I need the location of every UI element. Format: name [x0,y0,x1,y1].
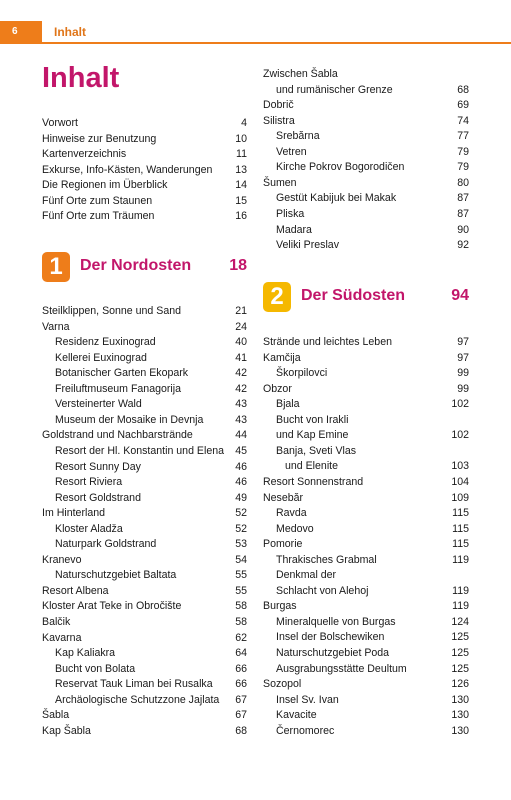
toc-entry[interactable] [263,661,469,677]
toc-entry-title: Resort Sonnenstrand [263,475,364,488]
toc-entry[interactable] [263,381,469,397]
chapter-heading-suedosten[interactable] [263,282,469,312]
toc-entry-title: Pomorie [263,538,303,551]
toc-entry-page: 24 [235,320,247,333]
toc-entry[interactable] [263,97,469,113]
toc-entry[interactable] [42,146,247,162]
toc-entry[interactable] [42,443,247,459]
toc-entry-page: 66 [235,662,247,675]
toc-entry-page: 10 [235,132,247,145]
toc-entry-title: Resort Albena [42,584,109,597]
toc-entry-title: Museum der Mosaike in Devnja [55,413,204,426]
toc-entry[interactable] [263,567,469,583]
toc-entry-page: 126 [451,678,469,691]
toc-entry-page: 125 [451,662,469,675]
toc-entry-title: Vetren [276,145,307,158]
toc-entry-page: 90 [457,223,469,236]
toc-entry[interactable] [263,723,469,739]
toc-entry[interactable] [42,645,247,661]
toc-entry-title: Kloster Arat Teke in Obročište [42,600,182,613]
toc-entry-title: Kap Kaliakra [55,647,116,660]
chapter-page: 18 [229,257,247,274]
toc-entry-page: 11 [236,148,247,160]
toc-entry[interactable] [263,536,469,552]
toc-entry-page: 15 [235,194,247,207]
toc-entry-title: und rumänischer Grenze [276,83,393,96]
toc-entry[interactable] [42,692,247,708]
toc-entry-title: Silistra [263,114,295,127]
toc-entry-title: und Kap Emine [276,429,349,442]
toc-entry[interactable] [42,303,247,319]
toc-entry-page: 53 [235,538,247,551]
toc-entry[interactable] [263,190,469,206]
toc-entry-title: Medovo [276,522,314,535]
running-header-title: Inhalt [54,25,86,39]
toc-entry-title: Archäologische Schutzzone Jajlata [55,693,220,706]
toc-entry-page: 119 [452,553,469,566]
toc-entry[interactable] [42,427,247,443]
toc-entry-title: Sozopol [263,678,302,691]
toc-entry-title: Naturschutzgebiet Poda [276,647,390,659]
toc-entry-title: Kamčija [263,351,301,364]
toc-entry-page: 40 [235,336,247,349]
toc-entry-title: Exkurse, Info-Kästen, Wanderungen [42,163,213,176]
toc-entry-title: Residenz Euxinograd [55,336,156,349]
toc-entry[interactable] [42,614,247,630]
toc-entry[interactable] [42,365,247,381]
toc-entry-page: 125 [451,631,469,644]
toc-entry-page: 46 [235,476,247,489]
toc-entry-page: 103 [451,460,469,473]
toc-entry[interactable] [42,490,247,506]
toc-entry-title: Kirche Pokrov Bogorodičen [276,161,405,174]
toc-entry-title: Botanischer Garten Ekopark [55,367,189,380]
chapter-number: 1 [49,253,63,280]
toc-entry-page: 52 [235,522,247,535]
toc-entry-title: Dobrič [263,99,294,112]
toc-entry-title: Goldstrand und Nachbarstrände [42,429,193,442]
toc-entry-page: 87 [457,207,469,220]
toc-entry[interactable] [263,222,469,238]
toc-entry-title: Balčik [42,616,71,628]
chapter-number: 2 [270,283,284,310]
toc-entry[interactable] [263,505,469,521]
toc-entry-title: Ausgrabungsstätte Deultum [276,662,407,675]
toc-entry-title: Kranevo [42,553,82,566]
toc-entry-page: 68 [457,83,469,96]
toc-entry-page: 46 [235,460,247,473]
toc-entry-title: Škorpilovci [276,367,328,380]
toc-entry[interactable] [263,206,469,222]
toc-entry[interactable] [263,474,469,490]
toc-entry[interactable] [263,365,469,381]
toc-entry[interactable] [263,521,469,537]
toc-entry[interactable] [263,396,469,412]
toc-entry-title: Reservat Tauk Liman bei Rusalka [55,678,213,691]
toc-entry-title: Vorwort [42,117,78,129]
toc-entry-page: 77 [457,130,469,143]
toc-entry[interactable] [263,412,469,428]
toc-entry-page: 49 [235,491,247,504]
toc-entry-title: Resort Riviera [55,476,123,489]
toc-entry-page: 115 [452,538,469,551]
toc-entry-page: 67 [235,709,247,722]
toc-entry-page: 52 [235,507,247,520]
toc-entry-page: 99 [457,367,469,380]
toc-entry-page: 99 [457,382,469,395]
toc-entry-page: 42 [235,367,247,380]
toc-entry-title: Kavacite [276,709,317,722]
toc-entry-page: 119 [452,584,469,597]
toc-entry-page: 79 [457,145,469,158]
toc-entry[interactable] [42,459,247,475]
toc-entry-title: Kloster Aladža [55,522,123,535]
toc-entry-title: Mineralquelle von Burgas [276,615,396,628]
toc-entry-page: 115 [452,522,469,535]
toc-entry-title: Schlacht von Alehoj [276,584,369,597]
toc-entry[interactable] [263,334,469,350]
toc-entry-page: 124 [451,615,469,628]
toc-entry[interactable] [42,598,247,614]
toc-entry-title: Kellerei Euxinograd [55,351,147,364]
toc-entry-page: 130 [451,724,469,737]
toc-entry-title: Denkmal der [276,569,337,582]
toc-entry-page: 43 [235,413,247,426]
toc-entry-page: 92 [457,239,469,252]
toc-entry[interactable] [42,381,247,397]
chapter-page: 94 [451,287,469,304]
toc-entry-title: Banja, Sveti Vlas [276,444,357,457]
toc-entry-page: 54 [235,553,247,566]
toc-entry-page: 80 [457,176,469,189]
toc-entry-page: 109 [451,491,469,504]
toc-entry-page: 55 [235,584,247,597]
toc-entry-title: Kartenverzeichnis [42,148,127,160]
toc-entry-title: Strände und leichtes Leben [263,336,392,348]
toc-entry-page: 58 [235,600,247,613]
toc-entry-title: Gestüt Kabijuk bei Makak [276,192,397,205]
toc-entry[interactable] [263,443,469,459]
page-number-box [0,21,42,44]
toc-entry[interactable] [42,115,247,131]
chapter-heading-nordosten[interactable] [42,252,247,282]
toc-entry[interactable] [42,396,247,412]
toc-entry[interactable] [42,319,247,335]
toc-entry[interactable] [263,707,469,723]
toc-entry-title: Bucht von Irakli [276,413,349,426]
chapter-title: Der Südosten [301,287,406,304]
toc-entry-page: 43 [235,398,247,411]
toc-entry-title: Resort Goldstrand [55,491,141,504]
toc-entry-page: 97 [457,336,469,348]
page-header [0,0,511,44]
toc-entry[interactable] [42,567,247,583]
toc-entry[interactable] [42,162,247,178]
toc-entry-page: 102 [451,398,469,411]
chapter-title: Der Nordosten [80,257,192,274]
toc-entry[interactable] [263,144,469,160]
toc-entry-title: Černomorec [276,724,335,737]
toc-entry-page: 21 [235,305,247,317]
page-title: Inhalt [42,62,120,94]
toc-entry-title: Im Hinterland [42,507,105,520]
toc-entry[interactable] [263,237,469,253]
toc-entry-title: Resort Sunny Day [55,460,141,473]
toc-entry-page: 14 [235,179,247,191]
toc-entry-title: Šabla [42,709,70,722]
toc-entry-page: 4 [241,117,247,129]
toc-entry-title: Srebărna [276,130,320,143]
toc-entry[interactable] [263,427,469,443]
toc-entry-page: 13 [235,163,247,176]
toc-entry[interactable] [263,82,469,98]
toc-entry-title: Šumen [263,176,297,189]
toc-entry-title: Ravda [276,507,307,520]
toc-entry-page: 87 [457,192,469,205]
toc-entry-title: Fünf Orte zum Staunen [42,194,153,207]
toc-entry[interactable] [263,128,469,144]
toc-entry[interactable] [42,208,247,224]
toc-entry-page: 102 [451,429,469,442]
toc-entry[interactable] [42,412,247,428]
toc-entry-title: Die Regionen im Überblick [42,179,168,191]
toc-entry-title: Steilklippen, Sonne und Sand [42,305,182,317]
toc-entry-page: 79 [457,161,469,174]
toc-entry[interactable] [263,629,469,645]
toc-entry[interactable] [263,175,469,191]
toc-entry-title: Thrakisches Grabmal [276,553,377,566]
toc-entry[interactable] [263,159,469,175]
toc-entry-page: 130 [451,693,469,706]
toc-entry-page: 69 [457,99,469,112]
toc-entry-page: 119 [452,600,469,613]
page-number: 6 [12,26,18,37]
toc-entry-title: Kavarna [42,631,82,644]
toc-entry-title: Fünf Orte zum Träumen [42,210,155,222]
toc-entry[interactable] [42,723,247,739]
toc-entry-title: Insel der Bolschewiken [276,631,385,644]
toc-entry[interactable] [42,505,247,521]
toc-entry-title: Kap Šabla [42,724,91,737]
toc-entry-page: 44 [235,429,247,442]
toc-entry[interactable] [263,458,469,474]
toc-entry-page: 115 [452,507,469,520]
toc-entry[interactable] [263,614,469,630]
toc-entry[interactable] [42,521,247,537]
toc-entry-page: 58 [235,616,247,628]
toc-entry[interactable] [42,474,247,490]
toc-entry-title: Naturpark Goldstrand [55,538,157,551]
toc-entry-title: Burgas [263,600,297,613]
toc-entry[interactable] [263,676,469,692]
toc-entry-title: Varna [42,320,70,333]
toc-entry[interactable] [42,707,247,723]
toc-entry-title: Freiluftmuseum Fanagorija [55,382,181,395]
toc-entry-page: 66 [235,678,247,691]
toc-entry-page: 74 [457,114,469,127]
toc-entry-page: 62 [235,631,247,644]
toc-entry[interactable] [42,131,247,147]
header-rule [0,42,511,44]
chapter-badge [42,252,70,282]
toc-entry[interactable] [42,177,247,193]
toc-entry[interactable] [42,350,247,366]
toc-entry-page: 130 [451,709,469,722]
toc-entry[interactable] [263,113,469,129]
toc-entry-page: 16 [235,210,247,222]
toc-entry-title: Versteinerter Wald [55,398,142,411]
toc-entry-title: Veliki Preslav [276,239,339,252]
toc-entry-title: Naturschutzgebiet Baltata [55,569,177,582]
toc-entry-page: 125 [451,647,469,659]
toc-entry[interactable] [42,552,247,568]
toc-entry-title: Bjala [276,398,300,411]
toc-entry[interactable] [263,645,469,661]
toc-entry[interactable] [42,630,247,646]
toc-entry[interactable] [42,193,247,209]
toc-entry-title: und Elenite [285,460,339,473]
toc-entry-title: Nesebăr [263,491,304,504]
toc-entry-page: 41 [235,351,247,364]
toc-entry[interactable] [42,676,247,692]
toc-entry-page: 45 [235,444,247,457]
chapter-badge [263,282,291,312]
toc-entry[interactable] [263,583,469,599]
toc-entry[interactable] [42,334,247,350]
toc-entry-page: 55 [235,569,247,582]
toc-entry[interactable] [263,552,469,568]
toc-entry[interactable] [263,350,469,366]
toc-entry[interactable] [42,536,247,552]
toc-entry-title: Insel Sv. Ivan [276,693,339,706]
toc-entry-title: Zwischen Šabla [263,68,338,80]
toc-entry-page: 42 [235,382,247,395]
toc-entry[interactable] [263,598,469,614]
toc-entry[interactable] [42,583,247,599]
toc-entry[interactable] [263,490,469,506]
toc-entry-title: Pliska [276,207,305,220]
toc-entry[interactable] [263,66,469,82]
toc-entry-page: 64 [235,647,247,660]
toc-entry-title: Madara [276,223,312,236]
toc-entry-title: Hinweise zur Benutzung [42,132,157,145]
toc-entry-page: 104 [451,475,469,488]
toc-entry-title: Obzor [263,382,292,395]
toc-entry-page: 68 [235,724,247,737]
toc-entry-title: Bucht von Bolata [55,662,136,675]
toc-entry-page: 67 [235,693,247,706]
toc-entry[interactable] [42,661,247,677]
toc-entry-title: Resort der Hl. Konstantin und Elena [55,444,225,457]
toc-entry[interactable] [263,692,469,708]
toc-entry-page: 97 [457,351,469,364]
